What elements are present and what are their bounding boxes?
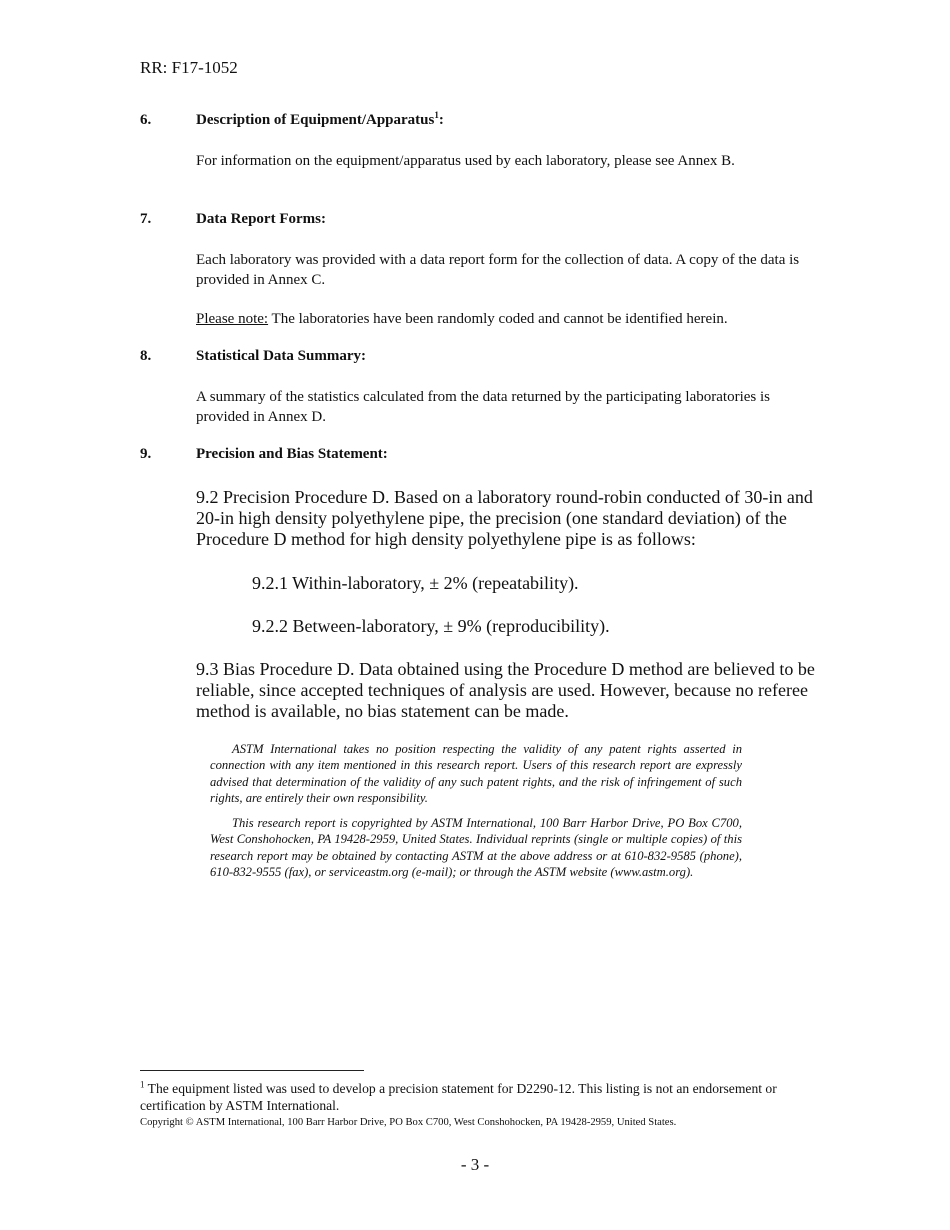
footnote-1 [140,1080,820,1114]
footnote-text: The equipment listed was used to develop a precision statement for D2290-12. This listing is not an endorsement or certification by ASTM International. [140,1081,777,1113]
section-7-number: 7. [140,211,152,227]
note-label: Please note: [196,311,269,327]
section-6-title-suffix: : [438,112,444,128]
between-laboratory-item: 9.2.2 Between-laboratory, ± 9% (reproducibility). [252,616,610,636]
page-number: - 3 - [460,1155,490,1174]
within-laboratory-item: 9.2.1 Within-laboratory, ± 2% (repeatability). [252,573,579,593]
precision-procedure-paragraph: 9.2 Precision Procedure D. Based on a laboratory round-robin conducted of 30-in and 20-in high density polyethylene pipe, the precision (one standard deviation) of the Procedure D method for high density polyethylene pipe is as follows: [196,487,813,549]
bias-procedure-paragraph: 9.3 Bias Procedure D. Data obtained using the Procedure D method are believed to be reliable, since accepted techniques of analysis are used. However, because no referee method is available, no bias statement can be made. [196,659,815,721]
footnote-ref-1[interactable]: 1 [434,110,439,120]
footnote-marker: 1 [140,1079,145,1090]
report-id-header: RR: F17-1052 [140,58,238,77]
section-8-title: Statistical Data Summary: [196,348,366,364]
patent-disclaimer: ASTM International takes no position respecting the validity of any patent rights asserted in connection with any item mentioned in this research report. Users of this research report are expressly advised that determination of the validity of any such patent rights, and the risk of infringement of such rights, are entirely their own responsibility. [210,742,742,805]
section-9-number: 9. [140,446,152,462]
section-7-title: Data Report Forms: [196,211,326,227]
section-8-paragraph: A summary of the statistics calculated from the data returned by the participating laboratories is provided in Annex D. [196,389,770,425]
footnote-separator [140,1070,364,1071]
section-6-number: 6. [140,112,152,128]
section-8-number: 8. [140,348,152,364]
section-7-note [196,309,836,329]
section-6-paragraph: For information on the equipment/apparatus used by each laboratory, please see Annex B. [196,153,735,169]
section-9-title: Precision and Bias Statement: [196,446,388,462]
section-6-title [196,112,444,129]
note-text: The laboratories have been randomly coded and cannot be identified herein. [268,311,728,327]
copyright-line: Copyright © ASTM International, 100 Barr Harbor Drive, PO Box C700, West Conshohocken, PA 19428-2959, United States. [140,1117,677,1128]
section-6-title-text: Description of Equipment/Apparatus [196,112,435,128]
section-7-paragraph: Each laboratory was provided with a data report form for the collection of data. A copy of the data is provided in Annex C. [196,252,800,288]
copyright-disclaimer: This research report is copyrighted by ASTM International, 100 Barr Harbor Drive, PO Box C700, West Conshohocken, PA 19428-2959, United States. Individual reprints (single or multiple copies) of this research report may be obtained by contacting ASTM at the above address or at 610-832-9585 (phone), 610-832-9555 (fax), or serviceastm.org (e-mail); or through the ASTM website (www.astm.org). [210,816,742,879]
